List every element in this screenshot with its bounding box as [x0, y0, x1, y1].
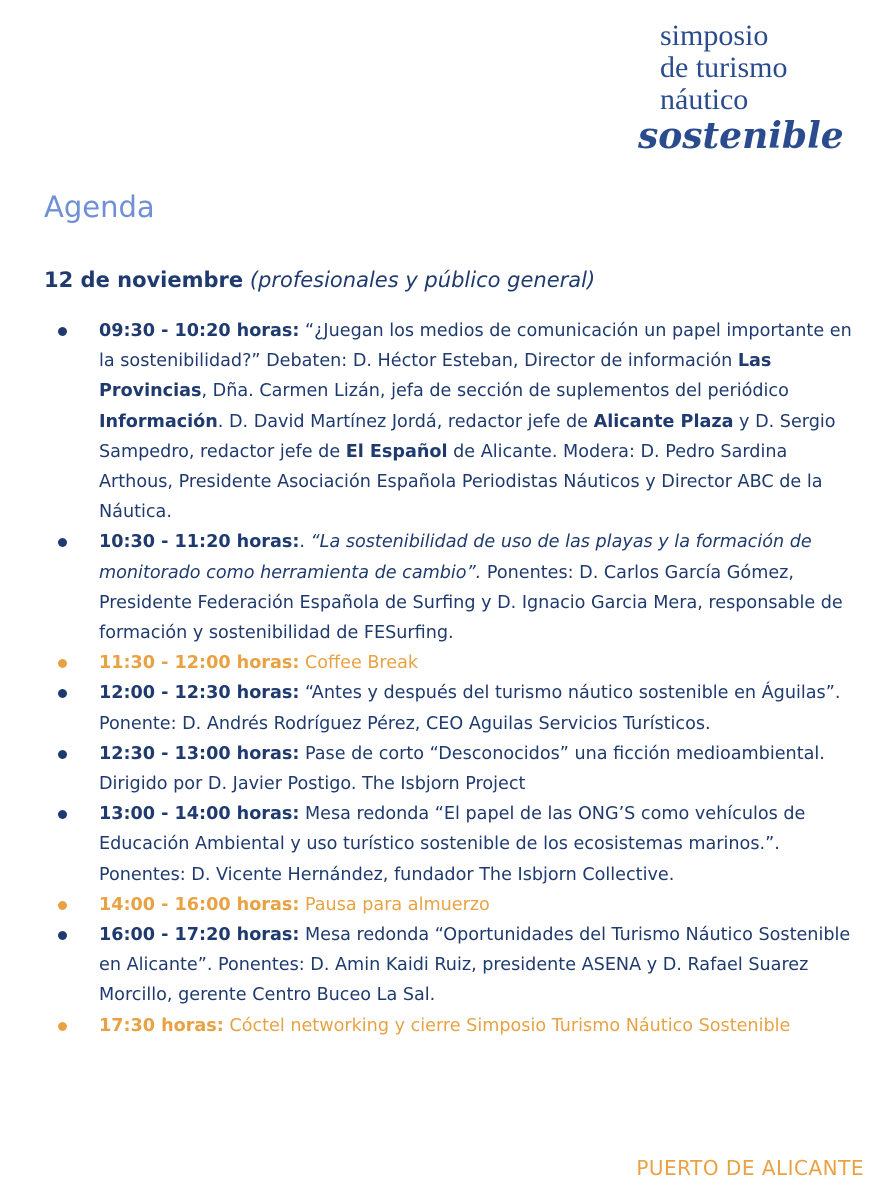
- agenda-item: [55, 739, 855, 799]
- venue-footer: PUERTO DE ALICANTE: [636, 1156, 864, 1180]
- logo-line-3: náutico: [660, 83, 749, 116]
- bullet-icon: [58, 538, 67, 547]
- item-time: 12:00 - 12:30 horas:: [99, 683, 300, 704]
- item-time: 12:30 - 13:00 horas:: [99, 743, 300, 764]
- bullet-icon: [58, 931, 67, 940]
- logo-script-word: sostenible: [638, 115, 844, 157]
- item-text: Cóctel networking y cierre Simposio Turismo Náutico Sostenible: [223, 1015, 791, 1036]
- item-text: Ponentes: D. Carlos García Gómez, Presidente Federación Española de Surfing y D. Ignacio Garcia Mera, responsable de formación y sostenibilidad de FESurfing.: [99, 562, 843, 644]
- item-time: 13:00 - 14:00 horas:: [99, 804, 300, 825]
- agenda-item: [55, 527, 855, 648]
- item-text: “Antes y después del turismo náutico sostenible en Águilas”. Ponente: D. Andrés Rodríguez Pérez, CEO Aguilas Servicios Turísticos.: [99, 683, 841, 734]
- bullet-icon: [58, 327, 67, 336]
- agenda-item: [55, 920, 855, 1011]
- item-text-bold: El Español: [345, 441, 448, 462]
- item-time: 09:30 - 10:20 horas:: [99, 321, 300, 341]
- bullet-icon: [58, 901, 67, 910]
- logo-line-2: de turismo: [660, 51, 788, 84]
- item-text: .: [299, 532, 311, 553]
- agenda-list: [55, 316, 855, 1041]
- item-text: Pase de corto “Desconocidos” una ficción medioambiental. Dirigido por D. Javier Postigo. The Isbjorn Project: [99, 743, 825, 795]
- page-title: Agenda: [44, 190, 155, 224]
- item-time: 14:00 - 16:00 horas:: [99, 894, 300, 915]
- item-text: Coffee Break: [299, 653, 419, 674]
- bullet-icon: [58, 1022, 67, 1031]
- bullet-icon: [58, 659, 67, 668]
- item-time: 10:30 - 11:20 horas:: [99, 532, 300, 553]
- agenda-item-break: [55, 648, 855, 678]
- item-time: 16:00 - 17:20 horas:: [99, 925, 300, 946]
- audience-note: (profesionales y público general): [249, 268, 596, 292]
- symposium-logo: [638, 19, 850, 157]
- agenda-item-break: [55, 890, 855, 920]
- item-text: Pausa para almuerzo: [299, 894, 490, 915]
- date-label: 12 de noviembre: [44, 268, 244, 292]
- agenda-item: [55, 316, 855, 527]
- agenda-item-closing: [55, 1011, 855, 1041]
- item-text-bold: Las Provincias: [99, 351, 772, 402]
- agenda-item: [55, 678, 855, 738]
- item-text: de Alicante. Modera: D. Pedro Sardina Arthous, Presidente Asociación Española Periodistas Náuticos y Director ABC de la Náutica.: [99, 441, 823, 523]
- item-text-bold: Alicante Plaza: [593, 411, 734, 432]
- bullet-icon: [58, 810, 67, 819]
- item-text-bold: Información: [99, 411, 218, 432]
- item-text: y D. Sergio Sampedro, redactor jefe de: [99, 411, 836, 462]
- date-heading: [44, 268, 595, 292]
- bullet-icon: [58, 689, 67, 698]
- item-text: Mesa redonda “Oportunidades del Turismo Náutico Sostenible en Alicante”. Ponentes: D. Amin Kaidi Ruiz, presidente ASENA y D. Rafael Suarez Morcillo, gerente Centro Buceo La Sal.: [99, 925, 851, 1006]
- item-text: , Dña. Carmen Lizán, jefa de sección de suplementos del periódico: [201, 381, 789, 402]
- item-text: . D. David Martínez Jordá, redactor jefe de: [217, 411, 594, 432]
- item-time: 11:30 - 12:00 horas:: [99, 653, 300, 674]
- item-time: 17:30 horas:: [99, 1015, 224, 1036]
- item-text: Mesa redonda “El papel de las ONG’S como vehículos de Educación Ambiental y uso turístico sostenible de los ecosistemas marinos.”. Ponentes: D. Vicente Hernández, fundador The Isbjorn Collective.: [99, 804, 806, 885]
- item-text: “¿Juegan los medios de comunicación un papel importante en la sostenibilidad?” Debaten: D. Héctor Esteban, Director de información: [99, 321, 852, 372]
- item-text-italic: “La sostenibilidad de uso de las playas y la formación de monitorado como herramienta de cambio”.: [99, 532, 812, 583]
- agenda-item: [55, 799, 855, 890]
- bullet-icon: [58, 750, 67, 759]
- logo-line-1: simposio: [660, 19, 769, 52]
